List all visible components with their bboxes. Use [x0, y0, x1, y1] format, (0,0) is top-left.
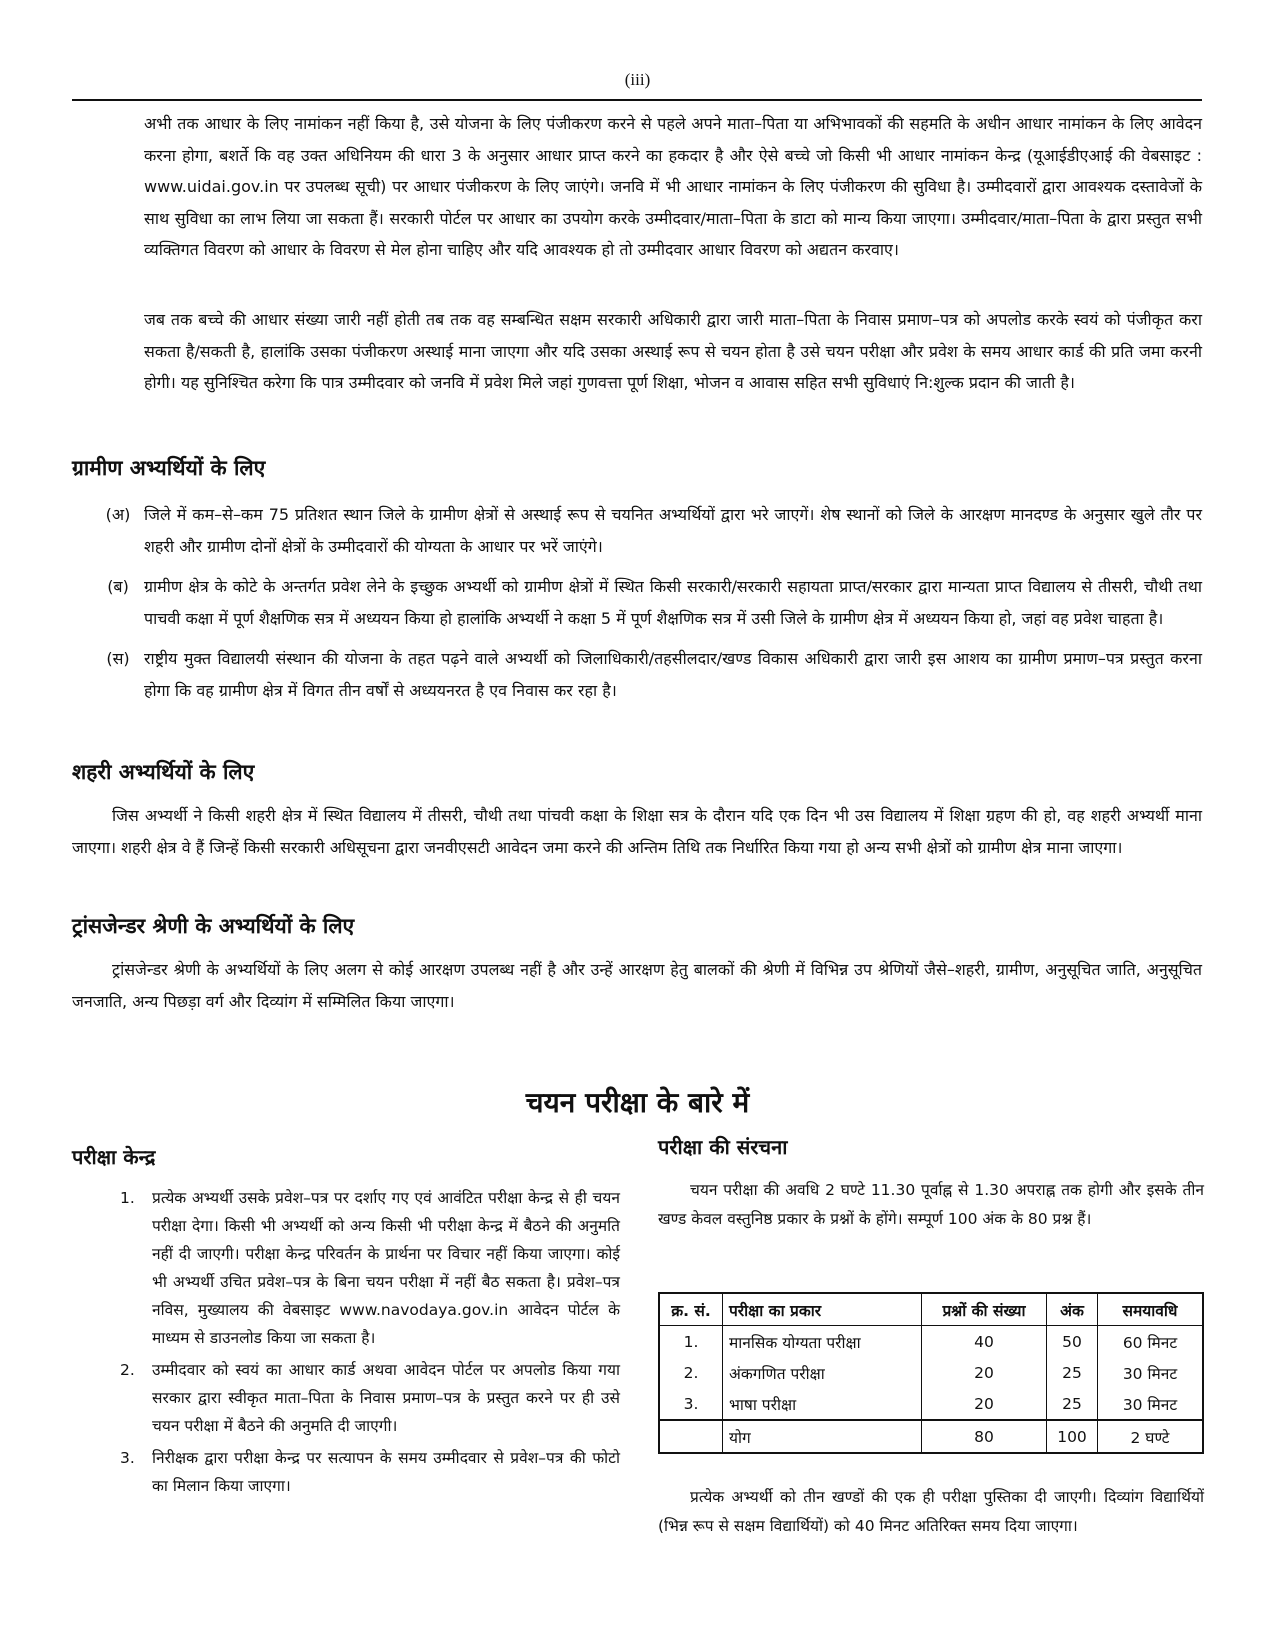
- list-item-number: 1.: [120, 1189, 135, 1207]
- exam-centre-item-3: [120, 1444, 620, 1500]
- table-cell: योग: [723, 1420, 922, 1453]
- table-cell: 60 मिनट: [1098, 1326, 1204, 1358]
- table-cell: 25: [1047, 1357, 1098, 1388]
- exam-centre-item-2: [120, 1356, 620, 1440]
- table-row: [659, 1357, 1203, 1388]
- table-cell: 25: [1047, 1388, 1098, 1420]
- table-header-row: [659, 1293, 1203, 1326]
- table-header-cell: परीक्षा का प्रकार: [723, 1293, 922, 1326]
- table-cell: [659, 1420, 723, 1453]
- rural-list: [105, 499, 1202, 715]
- table-header-cell: समयावधि: [1098, 1293, 1204, 1326]
- exam-centre-heading: परीक्षा केन्द्र: [72, 1145, 156, 1169]
- table-cell: 20: [922, 1388, 1047, 1420]
- rural-item-b: [107, 571, 1202, 634]
- rural-item-label: (स): [106, 649, 130, 668]
- rural-item-c: [106, 643, 1202, 706]
- table-cell: 20: [922, 1357, 1047, 1388]
- table-cell: अंकगणित परीक्षा: [723, 1357, 922, 1388]
- exam-structure-intro: चयन परीक्षा की अवधि 2 घण्टे 11.30 पूर्वाह्न से 1.30 अपराह्न तक होगी और इसके तीन खण्ड केवल वस्तुनिष्ठ प्रकार के प्रश्नों के होंगे। सम्पूर्ण 100 अंक के 80 प्रश्न हैं।: [658, 1181, 1204, 1228]
- table-cell: 40: [922, 1326, 1047, 1358]
- rural-item-a: [105, 499, 1202, 562]
- table-header-cell: क्र. सं.: [659, 1293, 723, 1326]
- list-item-text: प्रत्येक अभ्यर्थी उसके प्रवेश–पत्र पर दर्शाए गए एवं आवंटित परीक्षा केन्द्र से ही चयन परीक्षा देगा। किसी भी अभ्यर्थी को अन्य किसी भी परीक्षा केन्द्र में बैठने की अनुमति नहीं दी जाएगी। परीक्षा केन्द्र परिवर्तन के प्रार्थना पर विचार नहीं किया जाएगा। कोई भी अभ्यर्थी उचित प्रवेश–पत्र के बिना चयन परीक्षा में नहीं बैठ सकता है। प्रवेश–पत्र नविस, मुख्यालय की वेबसाइट www.navodaya.gov.in आवेदन पोर्टल के माध्यम से डाउनलोड किया जा सकता है।: [152, 1189, 620, 1347]
- list-item-text: उम्मीदवार को स्वयं का आधार कार्ड अथवा आवेदन पोर्टल पर अपलोड किया गया सरकार द्वारा स्वीकृत माता–पिता के निवास प्रमाण–पत्र के प्रस्तुत करने पर ही उसे चयन परीक्षा में बैठने की अनुमति दी जाएगी।: [152, 1361, 620, 1435]
- table-cell: 2 घण्टे: [1098, 1420, 1204, 1453]
- exam-structure-heading: परीक्षा की संरचना: [658, 1135, 788, 1159]
- list-item-number: 3.: [120, 1449, 135, 1467]
- page-number: (iii): [624, 70, 651, 89]
- selection-test-title: चयन परीक्षा के बारे में: [525, 1086, 750, 1119]
- urban-heading: शहरी अभ्यर्थियों के लिए: [72, 760, 255, 784]
- header-rule: [72, 99, 1202, 101]
- table-cell: 3.: [659, 1388, 723, 1420]
- exam-structure-note: प्रत्येक अभ्यर्थी को तीन खण्डों की एक ही परीक्षा पुस्तिका दी जाएगी। दिव्यांग विद्यार्थियों (भिन्न रूप से सक्षम विद्यार्थियों) को 40 मिनट अतिरिक्त समय दिया जाएगा।: [658, 1488, 1204, 1535]
- exam-centre-item-1: [120, 1184, 620, 1352]
- list-item-number: 2.: [120, 1361, 135, 1379]
- exam-centre-list: [120, 1184, 620, 1504]
- table-cell: 50: [1047, 1326, 1098, 1358]
- table-cell: भाषा परीक्षा: [723, 1388, 922, 1420]
- table-cell: मानसिक योग्यता परीक्षा: [723, 1326, 922, 1358]
- rural-item-text: राष्ट्रीय मुक्त विद्यालयी संस्थान की योजना के तहत पढ़ने वाले अभ्यर्थी को जिलाधिकारी/तहसीलदार/खण्ड विकास अधिकारी द्वारा जारी इस आशय का ग्रामीण प्रमाण–पत्र प्रस्तुत करना होगा कि वह ग्रामीण क्षेत्र में विगत तीन वर्षों से अध्ययनरत है एव निवास कर रहा है।: [144, 649, 1202, 700]
- rural-heading: ग्रामीण अभ्यर्थियों के लिए: [72, 456, 266, 480]
- table-cell: 1.: [659, 1326, 723, 1358]
- intro-paragraph-1: अभी तक आधार के लिए नामांकन नहीं किया है, उसे योजना के लिए पंजीकरण करने से पहले अपने माता–पिता या अभिभावकों की सहमति के अधीन आधार नामांकन के लिए आवेदन करना होगा, बशर्ते कि वह उक्त अधिनियम की धारा 3 के अनुसार आधार प्राप्त करने का हकदार है और ऐसे बच्चे जो किसी भी आधार नामांकन केन्द्र (यूआईडीएआई की वेबसाइट : www.uidai.gov.in पर उपलब्ध सूची) पर आधार पंजीकरण के लिए जाएंगे। जनवि में भी आधार नामांकन के लिए पंजीकरण की सुविधा है। उम्मीदवारों द्वारा आवश्यक दस्तावेजों के साथ सुविधा का लाभ लिया जा सकता हैं। सरकारी पोर्टल पर आधार का उपयोग करके उम्मीदवार/माता–पिता के डाटा को मान्य किया जाएगा। उम्मीदवार/माता–पिता के द्वारा प्रस्तुत सभी व्यक्तिगत विवरण को आधार के विवरण से मेल होना चाहिए और यदि आवश्यक हो तो उम्मीदवार आधार विवरण को अद्यतन करवाए।: [144, 114, 1202, 259]
- rural-item-text: ग्रामीण क्षेत्र के कोटे के अन्तर्गत प्रवेश लेने के इच्छुक अभ्यर्थी को ग्रामीण क्षेत्रों में स्थित किसी सरकारी/सरकारी सहायता प्राप्त/सरकार द्वारा मान्यता प्राप्त विद्यालय से तीसरी, चौथी तथा पाचवी कक्षा में पूर्ण शैक्षणिक सत्र में अध्ययन किया हो हालांकि अभ्यर्थी ने कक्षा 5 में पूर्ण शैक्षणिक सत्र में उसी जिले के ग्रामीण क्षेत्र में अध्ययन किया हो, जहां वह प्रवेश चाहता है।: [144, 577, 1202, 628]
- transgender-heading: ट्रांसजेन्डर श्रेणी के अभ्यर्थियों के लिए: [72, 914, 355, 938]
- table-row: [659, 1388, 1203, 1420]
- table-row: [659, 1326, 1203, 1358]
- table-total-row: [659, 1420, 1203, 1453]
- table-cell: 100: [1047, 1420, 1098, 1453]
- table-cell: 30 मिनट: [1098, 1357, 1204, 1388]
- table-cell: 2.: [659, 1357, 723, 1388]
- table-header-cell: अंक: [1047, 1293, 1098, 1326]
- table-cell: 80: [922, 1420, 1047, 1453]
- list-item-text: निरीक्षक द्वारा परीक्षा केन्द्र पर सत्यापन के समय उम्मीदवार से प्रवेश–पत्र की फोटो का मिलान किया जाएगा।: [152, 1449, 620, 1495]
- exam-structure-table: [658, 1292, 1204, 1454]
- transgender-paragraph: ट्रांसजेन्डर श्रेणी के अभ्यर्थियों के लिए अलग से कोई आरक्षण उपलब्ध नहीं है और उन्हें आरक्षण हेतु बालकों की श्रेणी में विभिन्न उप श्रेणियों जैसे–शहरी, ग्रामीण, अनुसूचित जाति, अनुसूचित जनजाति, अन्य पिछड़ा वर्ग और दिव्यांग में सम्मिलित किया जाएगा।: [72, 960, 1202, 1011]
- rural-item-label: (ब): [107, 577, 129, 596]
- table-header-cell: प्रश्नों की संख्या: [922, 1293, 1047, 1326]
- urban-paragraph: जिस अभ्यर्थी ने किसी शहरी क्षेत्र में स्थित विद्यालय में तीसरी, चौथी तथा पांचवी कक्षा के शिक्षा सत्र के दौरान यदि एक दिन भी उस विद्यालय में शिक्षा ग्रहण की हो, वह शहरी अभ्यर्थी माना जाएगा। शहरी क्षेत्र वे हैं जिन्हें किसी सरकारी अधिसूचना द्वारा जनवीएसटी आवेदन जमा करने की अन्तिम तिथि तक निर्धारित किया गया हो अन्य सभी क्षेत्रों को ग्रामीण क्षेत्र माना जाएगा।: [72, 806, 1202, 857]
- rural-item-label: (अ): [105, 505, 131, 524]
- intro-paragraph-2: जब तक बच्चे की आधार संख्या जारी नहीं होती तब तक वह सम्बन्धित सक्षम सरकारी अधिकारी द्वारा जारी माता–पिता के निवास प्रमाण–पत्र को अपलोड करके स्वयं को पंजीकृत करा सकता है/सकती है, हालांकि उसका पंजीकरण अस्थाई माना जाएगा और यदि उसका अस्थाई रूप से चयन होता है उसे चयन परीक्षा और प्रवेश के समय आधार कार्ड की प्रति जमा करनी होगी। यह सुनिश्चित करेगा कि पात्र उम्मीदवार को जनवि में प्रवेश मिले जहां गुणवत्ता पूर्ण शिक्षा, भोजन व आवास सहित सभी सुविधाएं नि:शुल्क प्रदान की जाती है।: [144, 310, 1202, 392]
- rural-item-text: जिले में कम–से–कम 75 प्रतिशत स्थान जिले के ग्रामीण क्षेत्रों से अस्थाई रूप से चयनित अभ्यर्थियों द्वारा भरे जाएगें। शेष स्थानों को जिले के आरक्षण मानदण्ड के अनुसार खुले तौर पर शहरी और ग्रामीण दोनों क्षेत्रों के उम्मीदवारों की योग्यता के आधार पर भरें जाएंगे।: [144, 505, 1202, 556]
- table-cell: 30 मिनट: [1098, 1388, 1204, 1420]
